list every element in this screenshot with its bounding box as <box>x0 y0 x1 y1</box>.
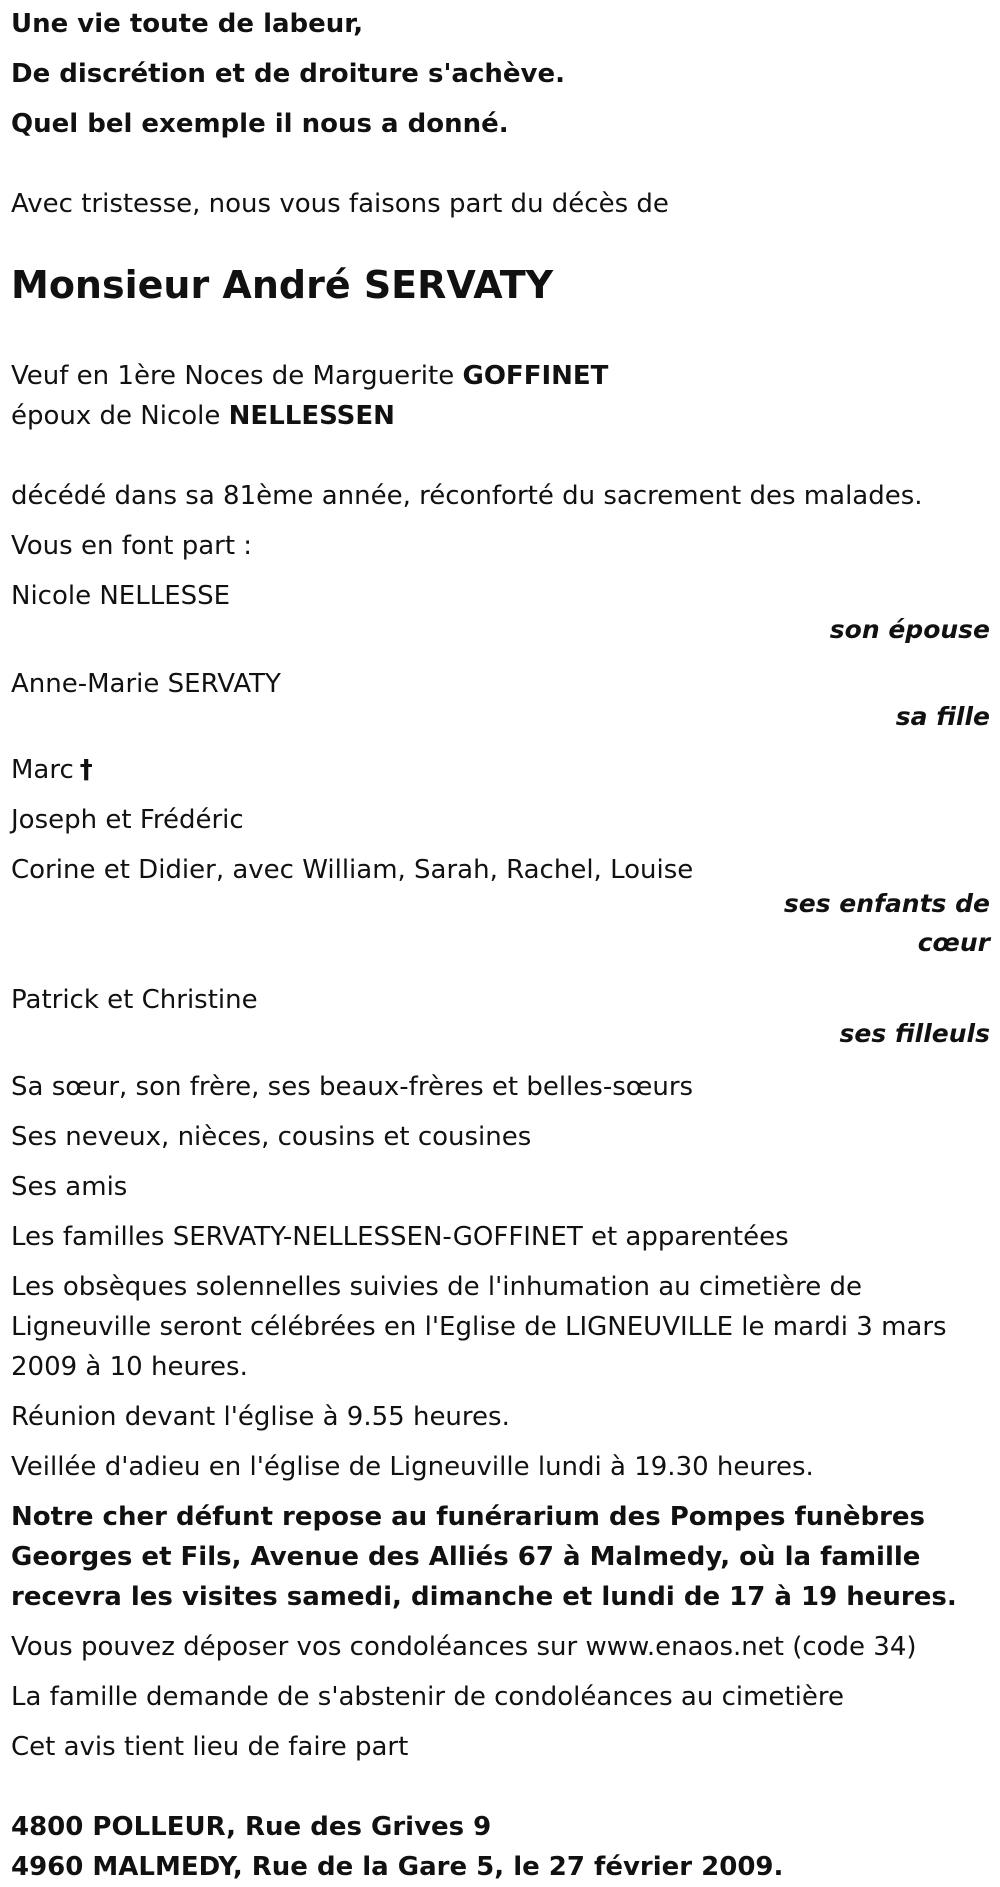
address-line-1: 4800 POLLEUR, Rue des Grives 9 <box>11 1812 492 1842</box>
intro-text: Avec tristesse, nous vous faisons part du décès de <box>11 189 669 219</box>
families-line: Les familles SERVATY-NELLESSEN-GOFFINET et apparentées <box>11 1222 789 1252</box>
meeting-line: Réunion devant l'église à 9.55 heures. <box>11 1402 510 1432</box>
godchildren-name: Patrick et Christine <box>11 985 258 1015</box>
condolences-online-line: Vous pouvez déposer vos condoléances sur www.enaos.net (code 34) <box>11 1632 917 1662</box>
ceremony-paragraph: Les obsèques solennelles suivies de l'inhumation au cimetière de Ligneuville seront célébrées en l'Eglise de LIGNEUVILLE le mardi 3 mars 2009 à 10 heures. <box>11 1272 947 1382</box>
children-relation-line-2: cœur <box>917 928 990 957</box>
address-line-2: 4960 MALMEDY, Rue de la Gare 5, le 27 février 2009. <box>11 1852 784 1882</box>
cemetery-note-line: La famille demande de s'abstenir de condoléances au cimetière <box>11 1682 844 1712</box>
second-spouse-line <box>11 396 395 436</box>
first-spouse-prefix: Veuf en 1ère Noces de Marguerite <box>11 361 463 391</box>
deceased-name: Monsieur André SERVATY <box>11 263 554 307</box>
godchildren-relation: ses filleuls <box>839 1019 990 1048</box>
first-spouse-line <box>11 356 608 396</box>
poem-line-1: Une vie toute de labeur, <box>11 9 364 39</box>
spouse-name: Nicole NELLESSE <box>11 581 231 611</box>
visitation-paragraph: Notre cher défunt repose au funérarium des Pompes funèbres Georges et Fils, Avenue des Alliés 67 à Malmedy, où la famille recevra les visites samedi, dimanche et lundi de 17 à 19 heures. <box>11 1502 957 1612</box>
daughter-name: Anne-Marie SERVATY <box>11 669 281 699</box>
death-info: décédé dans sa 81ème année, réconforté du sacrement des malades. <box>11 481 923 511</box>
spouse-relation: son épouse <box>829 615 990 644</box>
child-1-name: Marc <box>11 755 74 785</box>
announcement-lead: Vous en font part : <box>11 531 253 561</box>
children-relation-line-1: ses enfants de <box>783 889 990 918</box>
friends-line: Ses amis <box>11 1172 128 1202</box>
relatives-line: Ses neveux, nièces, cousins et cousines <box>11 1122 532 1152</box>
first-spouse-surname: GOFFINET <box>462 361 609 391</box>
daughter-relation: sa fille <box>895 702 990 731</box>
child-3-name: Corine et Didier, avec William, Sarah, Rachel, Louise <box>11 855 694 885</box>
second-spouse-surname: NELLESSEN <box>228 401 395 431</box>
second-spouse-prefix: époux de Nicole <box>11 401 229 431</box>
notice-line: Cet avis tient lieu de faire part <box>11 1732 409 1762</box>
vigil-line: Veillée d'adieu en l'église de Ligneuville lundi à 19.30 heures. <box>11 1452 814 1482</box>
poem-line-3: Quel bel exemple il nous a donné. <box>11 109 509 139</box>
cross-icon: † <box>79 755 93 785</box>
child-1-line <box>11 750 93 790</box>
siblings-line: Sa sœur, son frère, ses beaux-frères et belles-sœurs <box>11 1072 694 1102</box>
child-2-name: Joseph et Frédéric <box>11 805 244 835</box>
poem-line-2: De discrétion et de droiture s'achève. <box>11 59 565 89</box>
